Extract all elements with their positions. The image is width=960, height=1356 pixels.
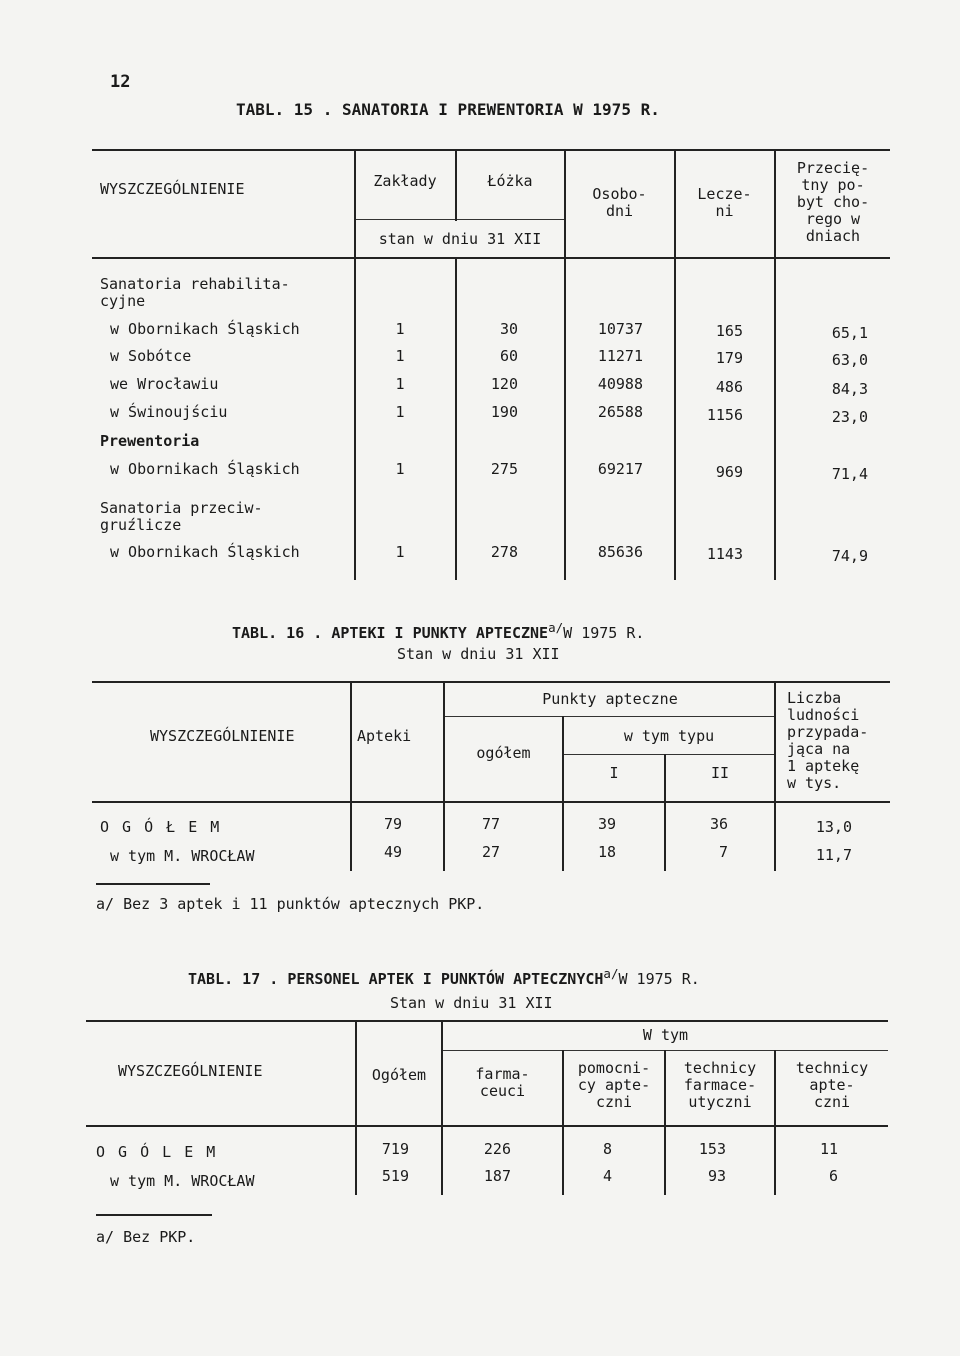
table-15-group-gruzlicze: Sanatoria przeciw- gruźlicze [100,499,263,534]
table-15-header-osobodni: Osobo- dni [592,185,647,220]
table-16-subtitle: Stan w dniu 31 XII [397,645,560,663]
table-16-header-liczba: Liczba ludności przypada- jąca na 1 aptekę w tys. [787,689,869,792]
table-15-header-zaklady: Zakłady [373,172,437,190]
table-17-header-pomocnicy: pomocni- cy apte- czni [577,1059,651,1111]
table-15-title: TABL. 15 . SANATORIA I PREWENTORIA W 1975 R. [236,100,660,119]
table-16-header-ogolem: ogółem [476,744,531,762]
table-16-header-punkty: Punkty apteczne [542,690,678,708]
table-16-header-desc: WYSZCZEGÓLNIENIE [150,727,295,745]
table-15-header-desc: WYSZCZEGÓLNIENIE [100,180,245,198]
table-16-footnote: a/ Bez 3 aptek i 11 punktów aptecznych PKP. [96,895,485,913]
table-15-group-rehab: Sanatoria rehabilita- cyjne [100,275,290,310]
table-17-header-wtym: W tym [642,1026,689,1044]
table-17-header-technicy-farm: technicy farmace- utyczni [683,1059,757,1111]
table-17-header-technicy-apt: technicy apte- czni [795,1059,869,1111]
table-17-title: TABL. 17 . PERSONEL APTEK I PUNKTÓW $APTECZNYCH^{a/}W$ 1975 R. [188,966,700,988]
table-16-header-II: II [710,764,730,782]
table-16-header-wtym: w tym typu [623,727,715,745]
page-number: 12 [110,72,131,92]
table-15-group-prewentoria: Prewentoria [100,432,200,450]
table-17-footnote: a/ Bez PKP. [96,1228,196,1246]
table-15-header-lozka: Łóżka [487,172,533,190]
table-17-header-desc: WYSZCZEGÓLNIENIE [118,1062,263,1080]
table-16-header-I: I [609,764,619,782]
table-17-header-farmaceuci: farma- ceuci [475,1065,530,1100]
table-17-subtitle: Stan w dniu 31 XII [390,994,553,1012]
table-15-header-przecietny: Przecię- tny po- byt cho- rego w dniach [796,159,870,245]
table-15-header-stan: stan w dniu 31 XII [378,230,542,248]
table-16-header-apteki: Apteki [357,727,412,745]
table-16-title: TABL. 16 . APTEKI I PUNKTY $APTECZNE^{a/}W$ 1975 R. [232,620,645,642]
table-15-header-leczeni: Lecze- ni [697,185,752,220]
table-17-header-ogolem: Ogółem [371,1066,427,1084]
